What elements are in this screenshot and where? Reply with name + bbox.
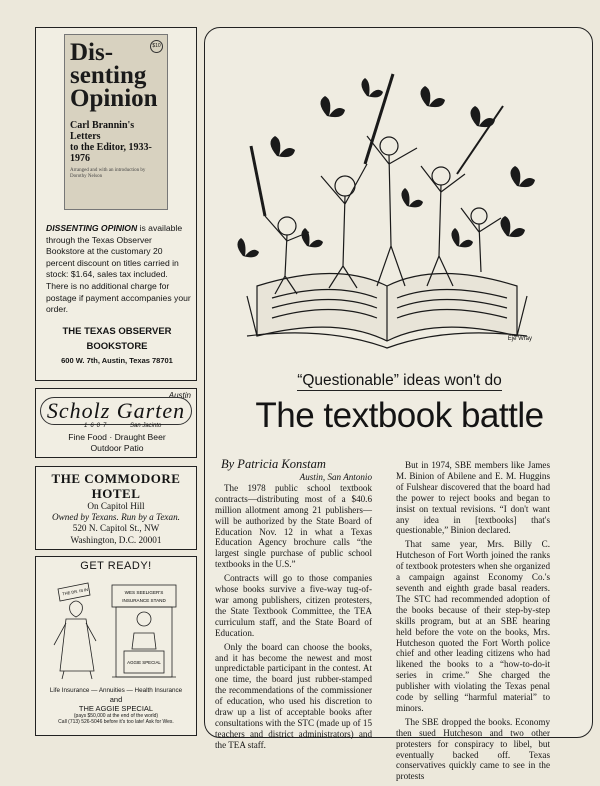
book-cover-credit: Arranged and with an introduction by Dorothy Nelson xyxy=(70,168,146,179)
books-illustration xyxy=(217,36,557,356)
hotel-line-3: 520 N. Capitol St., NW xyxy=(72,523,160,534)
store-name: THE TEXAS OBSERVER BOOKSTORE xyxy=(62,326,172,352)
scholz-garten-ad xyxy=(35,388,197,458)
store-address: 600 W. 7th, Austin, Texas 78701 xyxy=(61,356,173,365)
article-panel xyxy=(204,27,593,782)
scholz-street-name: San Jacinto xyxy=(130,423,162,429)
byline: By Patricia Konstam xyxy=(221,457,326,471)
book-cover-subtitle: Carl Brannin's Letters to the Editor, 1933-1976 xyxy=(70,120,152,164)
sign-left: WES SEELIGER'S xyxy=(124,590,164,595)
article-headline: The textbook battle xyxy=(255,396,544,435)
paragraph: The 1978 public school textbook contracts—distributing most of a $40.6 million allotment among 21 publishers—will be authorized by the State Board of Education Nov. 12 in what a Texas Education Agency brochure calls “the largest single purchase of public school textbooks in the U.S.” xyxy=(215,482,372,570)
insurance-cartoon xyxy=(50,575,182,683)
hotel-line-1: On Capitol Hill xyxy=(87,501,145,511)
book-lead: DISSENTING OPINION xyxy=(46,223,138,233)
aggie-insurance-ad xyxy=(35,556,197,736)
paragraph: Contracts will go to those companies whose books survive a five-way tug-of-war among publishers, citizen protesters, the State Textbook Committee, the TEA curriculum staff, and the State Board of Education. xyxy=(215,573,372,638)
paragraph: Only the board can choose the books, and it has become the newest and most unpredictable participant in the contest. At one time, the board just rubber-stamped the recommendations of the commissioner of education, who used his discretion to draw up a list of acceptable books after consultations with the STC (made up of 15 teachers and district administrators) and the TEA staff. xyxy=(215,641,372,750)
article-column-2 xyxy=(396,460,550,782)
article-kicker xyxy=(205,372,594,390)
aggie-line-5: Call (713) 526-5046 before it's too late! Ask for Wes. xyxy=(58,719,174,725)
aggie-line-4: (pays $50,000 at the end of the world) xyxy=(73,713,159,719)
scholz-logo: Scholz Garten xyxy=(40,397,192,425)
sign-right: INSURANCE STAND xyxy=(122,598,166,603)
scholz-city: Austin xyxy=(168,391,191,400)
aggie-line-3: THE AGGIE SPECIAL xyxy=(78,704,154,713)
dateline: Austin, San Antonio xyxy=(299,472,372,482)
book-cover-title: Dis- senting Opinion xyxy=(70,39,158,112)
price-badge: $10 xyxy=(150,40,163,53)
commodore-hotel-ad xyxy=(35,466,197,550)
paragraph: But in 1974, SBE members like James M. Binion of Abilene and E. M. Huggins of Fulshear discovered that the board had the power to reject books and began to insist on textual revisions. “I don't want any idea in [textbooks] that's questionable,” Binion declared. xyxy=(396,460,550,536)
scholz-street-number: 1607 xyxy=(84,423,110,429)
book-cover xyxy=(64,34,168,210)
illustration-credit: Eje Wray xyxy=(507,336,532,342)
kicker-text: “Questionable” ideas won't do xyxy=(297,372,502,389)
sign-top: THE DR. IS IN xyxy=(61,586,89,597)
hotel-line-2: Owned by Texans. Run by a Texan. xyxy=(52,512,180,523)
aggie-line-2: and xyxy=(109,695,123,704)
book-description-text: is available through the Texas Observer Bookstore at the customary 20 percent discount on titles carried in stock: $1.64, sales tax included. There is no additional charge for postage if payment accompanies your order. xyxy=(46,223,191,315)
aggie-line-1: Life Insurance — Annuities — Health Insurance xyxy=(49,687,183,694)
aggie-text xyxy=(38,687,194,726)
hotel-name: THE COMMODORE HOTEL xyxy=(51,471,181,501)
paragraph: That same year, Mrs. Billy C. Hutcheson of Fort Worth joined the ranks of textbook protesters when she organized a campaign against Economy Co.'s seventh and eighth grade basal readers. The STC had recommended adoption of the books because of their step-by-step skills program, but at an SBE hearing held before the vote on the books, Mrs. Hutcheson quoted the Fort Worth police chief and other leading citizens who had likened the books to a “how-to-do-it series in crime.” She charged the publisher with violating the Texas penal code by selling “harmful material” to minors. xyxy=(396,539,550,713)
desk-label: AGGIE SPECIAL xyxy=(127,660,161,665)
paragraph: The SBE dropped the books. Economy then sued Hutcheson and two other protesters for conspiracy to libel, but eventually backed off. Texas conservatives quickly came to see in the protests xyxy=(396,716,550,782)
book-description xyxy=(46,223,192,316)
article-column-1 xyxy=(215,456,372,751)
hotel-line-4: Washington, D.C. 20001 xyxy=(70,534,162,545)
aggie-heading: GET READY! xyxy=(80,560,152,572)
book-ad xyxy=(35,27,197,381)
scholz-info: Fine Food · Draught Beer Outdoor Patio xyxy=(68,432,166,453)
